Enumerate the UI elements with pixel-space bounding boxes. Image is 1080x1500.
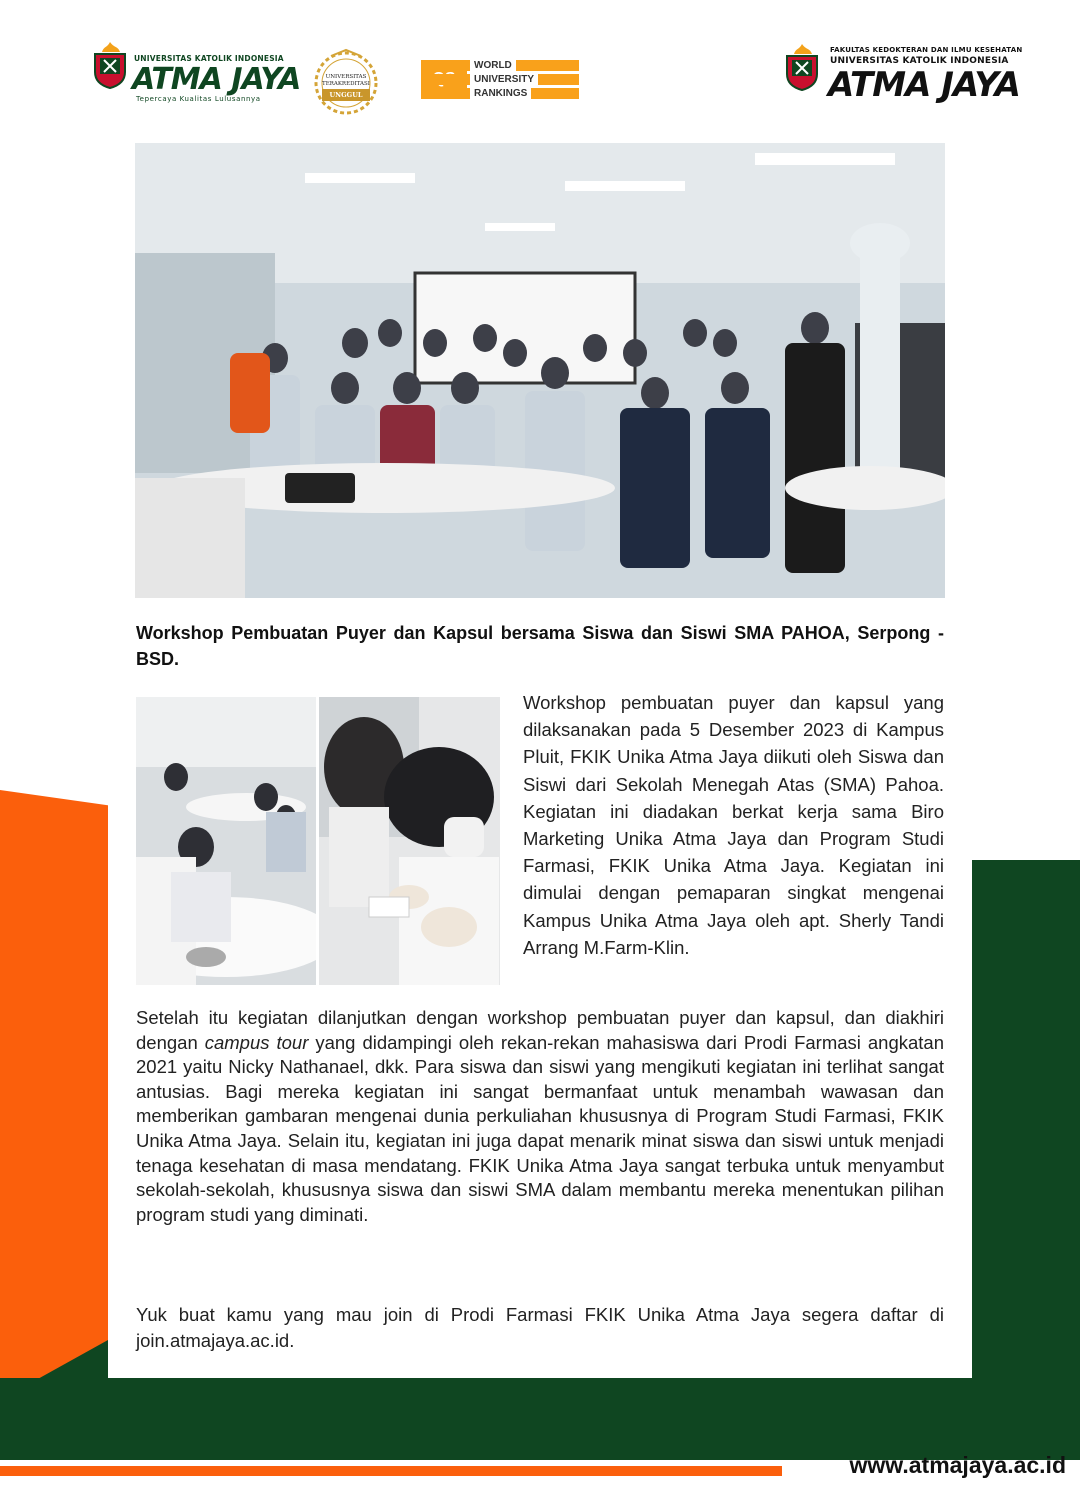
qs-label-rankings: RANKINGS	[470, 88, 531, 99]
logo-right-university-text: UNIVERSITAS KATOLIK INDONESIA	[830, 56, 1009, 66]
intro-paragraph: Workshop pembuatan puyer dan kapsul yang dilaksanakan pada 5 Desember 2023 di Kampus Pluit, FKIK Unika Atma Jaya diikuti oleh Siswa dan Siswi dari Sekolah Menegah Atas (SMA) Pahoa. Kegiatan ini diadakan berkat kerja sama Biro Marketing Unika Atma Jaya dan Program Studi Farmasi, FKIK Unika Atma Jaya. Kegiatan ini dimulai dengan pemaparan singkat mengenai Kampus Unika Atma Jaya oleh apt. Sherly Tandi Arrang M.Farm-Klin.	[523, 692, 944, 958]
fkik-shield-icon	[784, 42, 820, 92]
seal-line2: TERAKREDITASI	[322, 81, 370, 87]
seal-badge: UNGGUL	[322, 89, 370, 101]
accreditation-seal	[309, 46, 383, 120]
campus-tour-italic: campus tour	[204, 1031, 309, 1053]
workshop-photo-left	[136, 697, 316, 985]
body-paragraph-start: Setelah itu kegiatan dilanjutkan dengan workshop pembuatan puyer dan kapsul, dan diakhiri dengan	[136, 1007, 944, 1053]
footer-website-link[interactable]: www.atmajaya.ac.id	[849, 1452, 1066, 1478]
body-paragraph-end: yang didampingi oleh rekan-rekan mahasiswa dari Prodi Farmasi angkatan 2021 yaitu Nicky Nathanael, dkk. Para siswa dan siswi yang mengikuti kegiatan ini terlihat sangat antusias. Bagi mereka kegiatan ini sangat bermanfaat untuk menambah wawasan dan memberikan gambaran mengenai dunia perkuliahan khususnya di Program Studi Farmasi, FKIK Unika Atma Jaya. Selain itu, kegiatan ini juga dapat menarik minat siswa dan siswi untuk menjadi tenaga kesehatan di masa mendatang. FKIK Unika Atma Jaya sangat terbuka untuk menyambut sekolah-sekolah, khususnya siswa dan siswi SMA dalam membantu mereka menentukan pilihan program studi yang diminati.	[136, 1031, 944, 1225]
workshop-photo-right	[319, 697, 500, 985]
body-paragraph	[136, 1006, 944, 1227]
green-background-band	[0, 1378, 1080, 1444]
fkik-logo	[780, 40, 1023, 106]
partner-logos-strip	[62, 24, 618, 122]
qs-label-world: WORLD	[470, 60, 516, 71]
group-photo	[135, 143, 945, 598]
logo-right-big-text: ATMA JAYA	[828, 65, 1020, 105]
qs-label-university: UNIVERSITY	[470, 74, 538, 85]
footer-orange-bar	[0, 1466, 782, 1476]
atma-jaya-shield-icon	[92, 40, 128, 90]
seal-line1: UNIVERSITAS	[325, 74, 367, 80]
logo-right-faculty-text: FAKULTAS KEDOKTERAN DAN ILMU KESEHATAN	[830, 46, 1023, 54]
photo-caption: Workshop Pembuatan Puyer dan Kapsul bersama Siswa dan Siswi SMA PAHOA, Serpong - BSD.	[136, 623, 944, 669]
logo-left-big-text: ATMA JAYA	[132, 62, 301, 97]
logo-left-tagline: Tepercaya Kualitas Lulusannya	[136, 95, 261, 103]
call-to-action-paragraph: Yuk buat kamu yang mau join di Prodi Farmasi FKIK Unika Atma Jaya segera daftar di join.atmajaya.ac.id.	[136, 1304, 944, 1351]
logo-left-small-text: UNIVERSITAS KATOLIK INDONESIA	[134, 54, 284, 63]
